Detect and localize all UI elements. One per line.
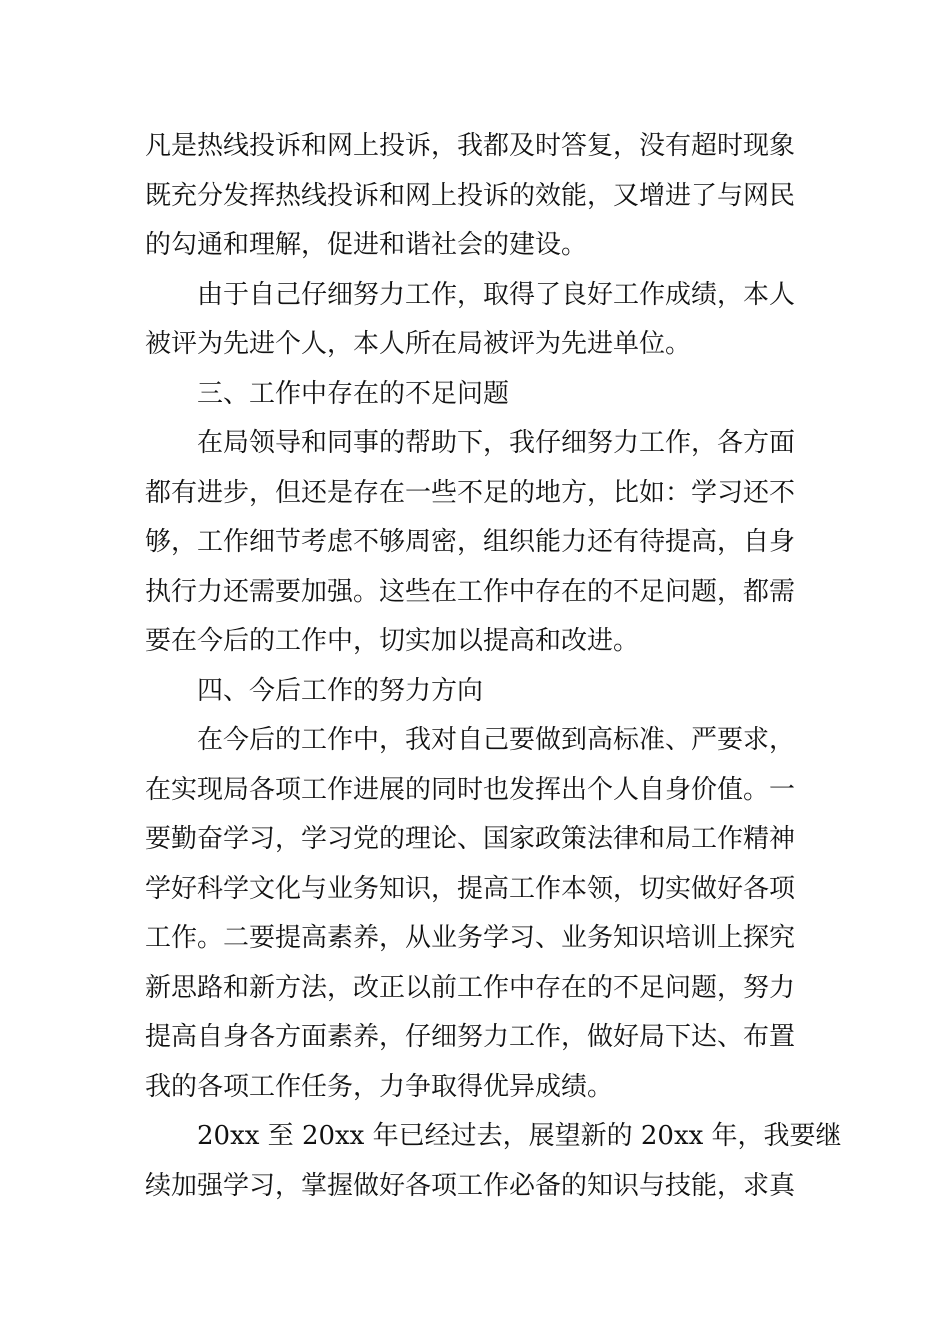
text-line: 的勾通和理解，促进和谐社会的建设。 <box>145 230 588 260</box>
text-line: 在实现局各项工作进展的同时也发挥出个人自身价值。一 <box>145 774 796 805</box>
document-body <box>145 122 842 1211</box>
text-line: 学好科学文化与业务知识，提高工作本领，切实做好各项 <box>145 873 796 904</box>
text-line: 在今后的工作中，我对自己要做到高标准、严要求， <box>197 725 796 755</box>
text-line: 续加强学习，掌握做好各项工作必备的知识与技能，求真 <box>145 1170 796 1201</box>
text-line: 凡是热线投诉和网上投诉，我都及时答复，没有超时现象 <box>145 131 796 161</box>
text-line: 够，工作细节考虑不够周密，组织能力还有待提高，自身 <box>145 527 796 557</box>
text-line: 要勤奋学习，学习党的理论、国家政策法律和局工作精神 <box>145 824 796 854</box>
text-line: 提高自身各方面素养，仔细努力工作，做好局下达、布置 <box>145 1022 796 1052</box>
text-line: 新思路和新方法，改正以前工作中存在的不足问题，努力 <box>145 972 796 1003</box>
section-heading: 四、今后工作的努力方向 <box>197 675 484 706</box>
text-line: 执行力还需要加强。这些在工作中存在的不足问题，都需 <box>145 576 796 607</box>
text-line: 既充分发挥热线投诉和网上投诉的效能，又增进了与网民 <box>145 180 796 211</box>
text-line: 要在今后的工作中，切实加以提高和改进。 <box>145 626 640 656</box>
text-line: 都有进步，但还是存在一些不足的地方，比如：学习还不 <box>145 477 796 508</box>
text-line: 我的各项工作任务，力争取得优异成绩。 <box>145 1071 614 1102</box>
section-heading: 三、工作中存在的不足问题 <box>197 378 510 409</box>
text-line: 20xx 至 20xx 年已经过去，展望新的 20xx 年，我要继 <box>197 1121 842 1151</box>
text-line: 由于自己仔细努力工作，取得了良好工作成绩，本人 <box>197 279 796 310</box>
text-line: 在局领导和同事的帮助下，我仔细努力工作，各方面 <box>197 428 796 458</box>
text-line: 被评为先进个人，本人所在局被评为先进单位。 <box>145 329 692 359</box>
text-line: 工作。二要提高素养，从业务学习、业务知识培训上探究 <box>145 923 796 953</box>
